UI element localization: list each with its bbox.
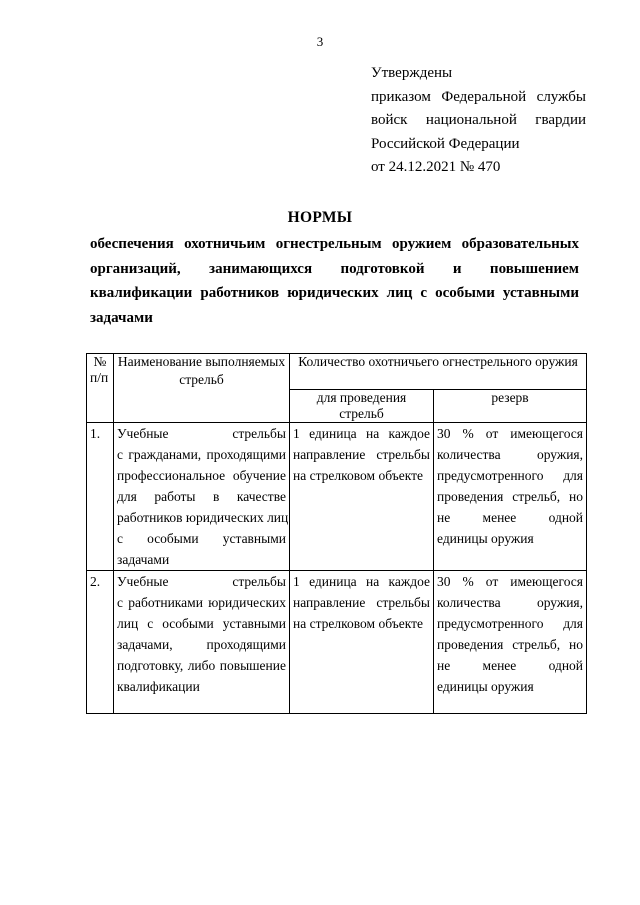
row-shooting xyxy=(290,571,434,714)
approval-line: Утверждены xyxy=(371,65,453,81)
approval-line: Российской Федерации xyxy=(371,135,520,152)
cell-line: с гражданами, проходящими xyxy=(117,447,286,462)
subtitle-line: квалификации работников юридических лиц с особыми уставными xyxy=(90,285,579,301)
subtitle-line: задачами xyxy=(90,309,153,326)
cell-line: единицы оружия xyxy=(437,679,534,694)
cell-line: с особыми уставными xyxy=(117,531,286,546)
cell-line: 30 % от имеющегося xyxy=(437,426,584,441)
header-num-symbol: № xyxy=(93,354,107,369)
document-heading: НОРМЫ xyxy=(287,209,353,226)
cell-line: Учебные стрельбы xyxy=(117,574,286,589)
cell-line: Учебные стрельбы xyxy=(117,426,286,441)
cell-line: задачами, проходящими xyxy=(117,637,286,652)
cell-line: на стрелковом объекте xyxy=(293,468,423,483)
header-name xyxy=(114,354,290,423)
row-reserve xyxy=(434,571,587,714)
table-row xyxy=(87,423,587,571)
row-name xyxy=(114,571,290,714)
cell-line: 30 % от имеющегося xyxy=(437,574,584,589)
cell-line: количества оружия, xyxy=(437,447,584,462)
cell-line: направление стрельбы xyxy=(293,595,430,610)
cell-line: предусмотренного для xyxy=(437,468,584,483)
cell-line: не менее одной xyxy=(437,510,584,525)
header-name-line: стрельб xyxy=(179,372,224,387)
cell-line: задачами xyxy=(117,552,170,567)
cell-line: для работы в качестве xyxy=(117,489,286,504)
approval-line: приказом Федеральной службы xyxy=(371,88,586,105)
row-number: 1. xyxy=(87,423,114,571)
approval-line: войск национальной гвардии xyxy=(371,112,586,128)
header-for-shooting: для проведения стрельб xyxy=(290,390,434,423)
cell-line: работников юридических лиц xyxy=(117,510,289,525)
cell-line: квалификации xyxy=(117,679,200,694)
cell-line: на стрелковом объекте xyxy=(293,616,423,631)
row-shooting xyxy=(290,423,434,571)
table-header-row xyxy=(87,354,587,390)
approval-line: от 24.12.2021 № 470 xyxy=(371,159,501,175)
row-number: 2. xyxy=(87,571,114,714)
cell-line: не менее одной xyxy=(437,658,584,673)
cell-line: профессиональное обучение xyxy=(117,468,286,483)
header-reserve: резерв xyxy=(434,390,587,423)
row-reserve xyxy=(434,423,587,571)
header-num xyxy=(87,354,114,423)
cell-line: с работниками юридических xyxy=(117,595,286,610)
cell-line: 1 единица на каждое xyxy=(293,574,430,589)
row-name xyxy=(114,423,290,571)
cell-line: 1 единица на каждое xyxy=(293,426,430,441)
table-row xyxy=(87,571,587,714)
cell-line: лиц с особыми уставными xyxy=(117,616,286,631)
norms-table xyxy=(86,353,587,714)
approval-block xyxy=(371,62,586,180)
cell-line: направление стрельбы xyxy=(293,447,430,462)
subtitle-line: обеспечения охотничьим огнестрельным оружием образовательных xyxy=(90,236,579,252)
cell-line: единицы оружия xyxy=(437,531,534,546)
subtitle-line: организаций, занимающихся подготовкой и повышением xyxy=(90,260,579,277)
cell-line: подготовку, либо повышение xyxy=(117,658,286,673)
cell-line: проведения стрельб, но xyxy=(437,489,584,504)
header-quantity: Количество охотничьего огнестрельного оружия xyxy=(290,354,587,390)
cell-line: предусмотренного для xyxy=(437,616,584,631)
page-number: 3 xyxy=(316,34,324,49)
cell-line: проведения стрельб, но xyxy=(437,637,584,652)
header-num-abbr: п/п xyxy=(90,370,109,385)
header-name-line: Наименование выполняемых xyxy=(117,354,286,369)
document-subtitle xyxy=(90,232,579,330)
cell-line: количества оружия, xyxy=(437,595,584,610)
